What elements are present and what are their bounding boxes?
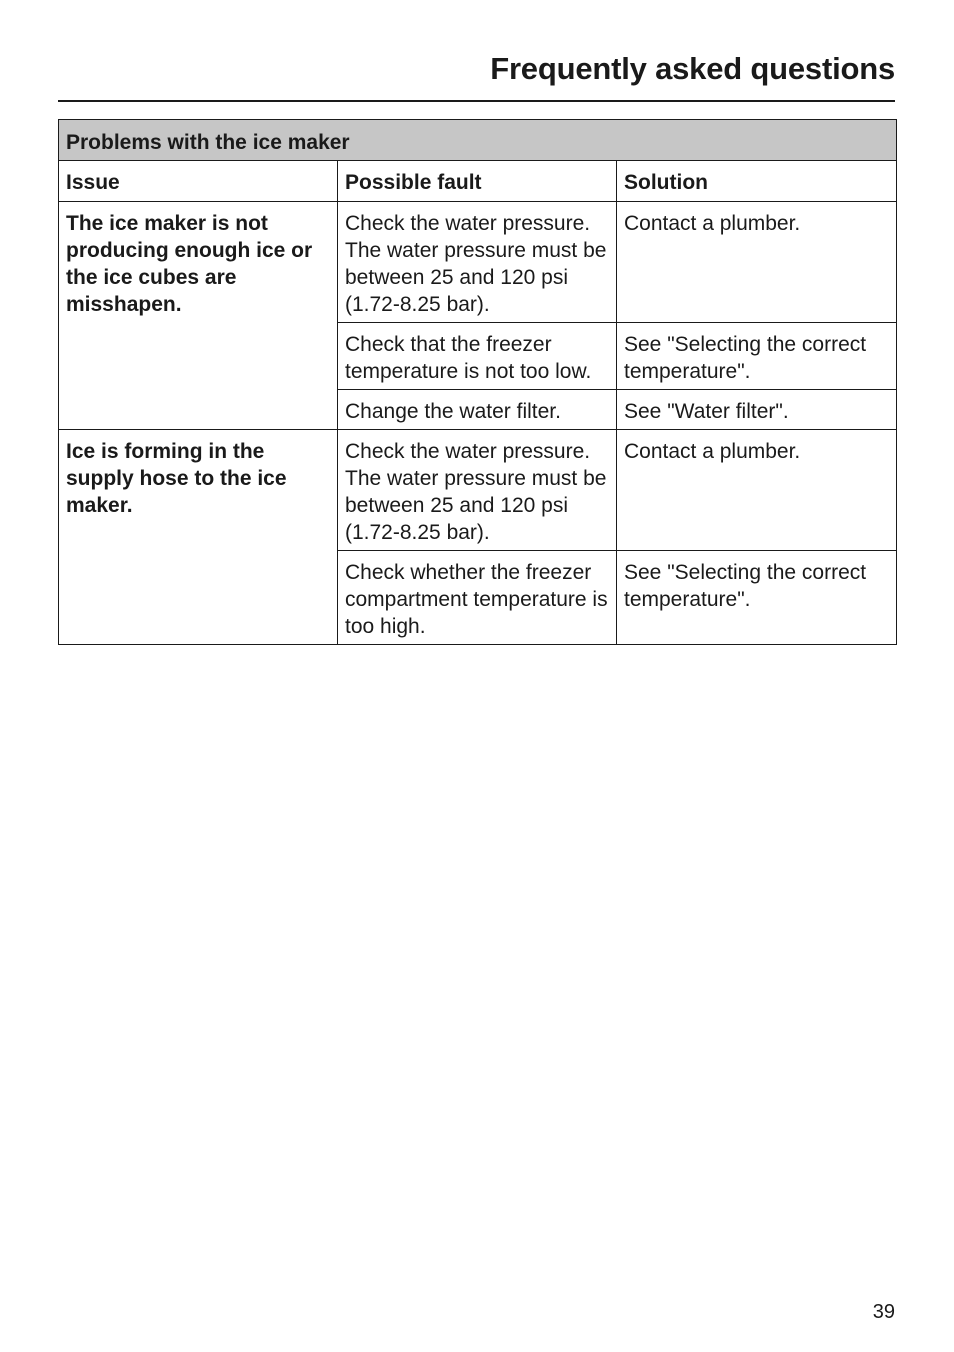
solution-cell: Contact a plumber. [617,202,897,323]
fault-cell: Check that the freezer temperature is not too low. [338,323,617,390]
page-number: 39 [872,1301,895,1323]
table-row [59,430,897,551]
solution-cell: Contact a plumber. [617,430,897,551]
solution-cell: See "Selecting the correct temperature". [617,551,897,645]
section-title: Problems with the ice maker [59,120,897,161]
section-header-row [59,120,897,161]
column-header-row [59,161,897,202]
column-header-issue: Issue [59,161,338,202]
fault-cell: Check whether the freezer compartment temperature is too high. [338,551,617,645]
page-title: Frequently asked questions [490,51,895,86]
ice-maker-faq-table [58,119,897,645]
fault-cell: Change the water filter. [338,390,617,430]
column-header-possible-fault: Possible fault [338,161,617,202]
fault-cell: Check the water pressure. The water pressure must be between 25 and 120 psi (1.72-8.25 bar). [338,430,617,551]
solution-cell: See "Water filter". [617,390,897,430]
issue-cell: The ice maker is not producing enough ice or the ice cubes are misshapen. [59,202,338,430]
table-row [59,202,897,323]
title-divider [58,100,895,102]
issue-cell: Ice is forming in the supply hose to the ice maker. [59,430,338,645]
solution-cell: See "Selecting the correct temperature". [617,323,897,390]
fault-cell: Check the water pressure. The water pressure must be between 25 and 120 psi (1.72-8.25 bar). [338,202,617,323]
column-header-solution: Solution [617,161,897,202]
